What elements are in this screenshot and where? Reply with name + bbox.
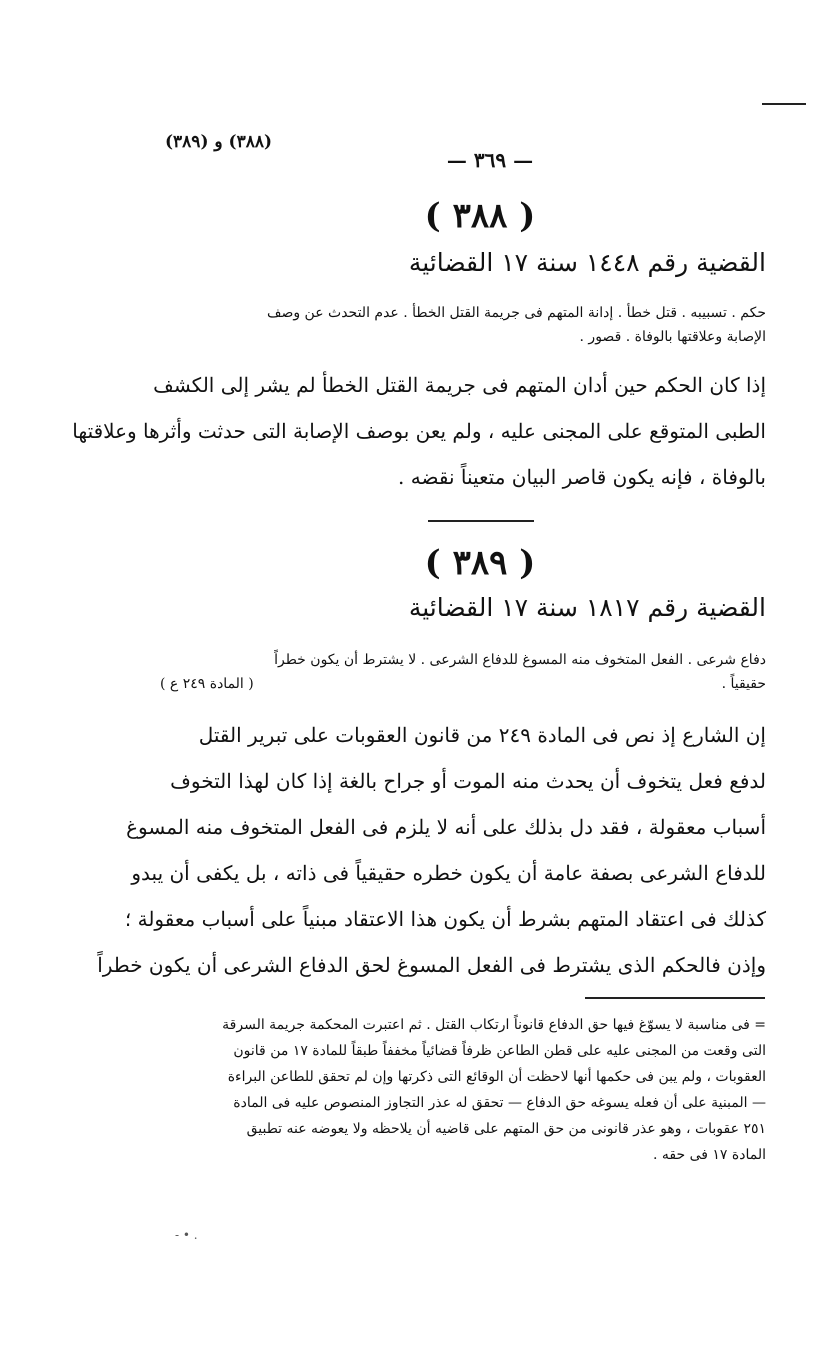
body-line: بالوفاة ، فإنه يكون قاصر البيان متعيناً نقضه . xyxy=(398,465,766,489)
footnote-line: = فى مناسبة لا يسوّغ فيها حق الدفاع قانوناً ارتكاب القتل . ثم اعتبرت المحكمة جريمة السرقة xyxy=(222,1017,766,1033)
section-divider xyxy=(428,520,534,522)
body-line: أسباب معقولة ، فقد دل بذلك على أنه لا يلزم فى الفعل المتخوف منه المسوغ xyxy=(126,815,766,839)
case-title-389: القضية رقم ١٨١٧ سنة ١٧ القضائية xyxy=(408,593,766,622)
body-line: لدفع فعل يتخوف أن يحدث منه الموت أو جراح بالغة إذا كان لهذا التخوف xyxy=(170,769,766,793)
case-range-label: (٣٨٨) و (٣٨٩) xyxy=(165,132,273,152)
footnote-line: المادة ١٧ فى حقه . xyxy=(653,1147,766,1163)
footnote xyxy=(160,1012,766,1168)
page-number: — ٣٦٩ — xyxy=(446,148,534,172)
statute-reference: ( المادة ٢٤٩ ع ) xyxy=(160,676,254,692)
stray-marks: - • . xyxy=(175,1228,198,1242)
case-keywords-389 xyxy=(160,648,766,696)
footnote-line: العقوبات ، ولم يبن فى حكمها أنها لاحظت أن الوقائع التى ذكرتها وإن لم تحقق للطاعن البراءة xyxy=(227,1069,766,1085)
footnote-line: ٢٥١ عقوبات ، وهو عذر قانونى من حق المتهم على قاضيه أن يلاحظه ولا يعوضه عنه تطبيق xyxy=(246,1121,766,1137)
body-line: كذلك فى اعتقاد المتهم بشرط أن يكون هذا الاعتقاد مبنياً على أسباب معقولة ؛ xyxy=(124,907,766,931)
footnote-rule xyxy=(585,997,765,999)
body-line: إذا كان الحكم حين أدان المتهم فى جريمة القتل الخطأ لم يشر إلى الكشف xyxy=(153,373,766,397)
footnote-line: التى وقعت من المجنى عليه على قطن الطاعن ظرفاً قضائياً مخففاً طبقاً للمادة ١٧ من قانون xyxy=(233,1043,766,1059)
body-line: إن الشارع إذ نص فى المادة ٢٤٩ من قانون العقوبات على تبرير القتل xyxy=(198,723,766,747)
keywords-line xyxy=(160,672,766,696)
keywords-line: دفاع شرعى . الفعل المتخوف منه المسوغ للدفاع الشرعى . لا يشترط أن يكون خطراً xyxy=(274,652,766,668)
case-body-389 xyxy=(97,712,766,988)
case-number-388: ( ٣٨٨ ) xyxy=(424,196,536,236)
case-title-388: القضية رقم ١٤٤٨ سنة ١٧ القضائية xyxy=(408,248,766,277)
body-line: الطبى المتوقع على المجنى عليه ، ولم يعن بوصف الإصابة التى حدثت وأثرها وعلاقتها xyxy=(72,419,766,443)
keywords-line: الإصابة وعلاقتها بالوفاة . قصور . xyxy=(579,329,766,345)
footnote-line: — المبنية على أن فعله يسوغه حق الدفاع — تحقق له عذر التجاوز المنصوص عليه فى المادة xyxy=(233,1095,766,1111)
case-keywords-388 xyxy=(160,301,766,349)
body-line: وإذن فالحكم الذى يشترط فى الفعل المسوغ لحق الدفاع الشرعى أن يكون خطراً xyxy=(97,953,766,977)
case-body-388 xyxy=(72,362,766,500)
corner-rule xyxy=(762,103,806,105)
keywords-line-text: حقيقياً . xyxy=(721,676,766,692)
body-line: للدفاع الشرعى بصفة عامة أن يكون خطره حقيقياً فى ذاته ، بل يكفى أن يبدو xyxy=(131,861,766,885)
case-number-389: ( ٣٨٩ ) xyxy=(424,543,536,583)
keywords-line: حكم . تسبيبه . قتل خطأ . إدانة المتهم فى جريمة القتل الخطأ . عدم التحدث عن وصف xyxy=(266,305,766,321)
